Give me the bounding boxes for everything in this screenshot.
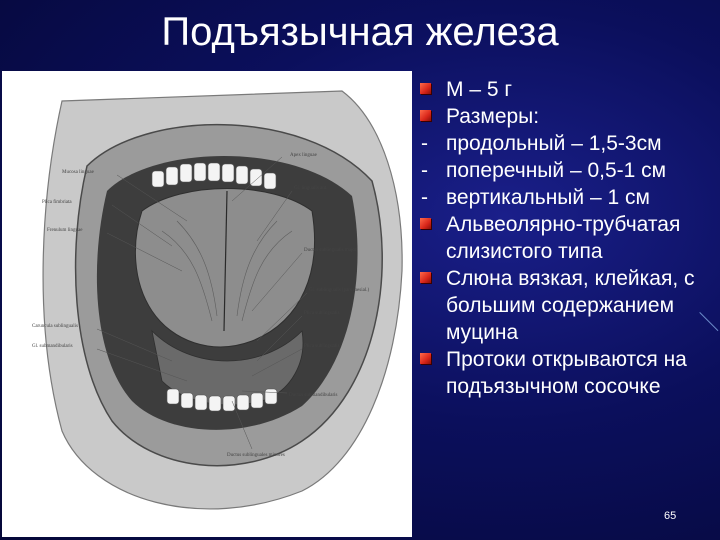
square-bullet-icon [420, 110, 431, 121]
bullet-text: Размеры: [446, 105, 540, 128]
bullet-text: продольный – 1,5-3см [446, 132, 662, 155]
open-mouth-illustration-icon [2, 71, 412, 537]
square-bullet-icon [420, 218, 431, 229]
anatomy-figure [2, 71, 412, 537]
fig-label-apex: Apex linguae [290, 153, 317, 158]
fig-label-frenulum: Frenulum linguae [47, 228, 83, 233]
bullet-list [418, 76, 716, 400]
bullet-item-mass [418, 76, 716, 103]
fig-label-ductus-submandibularis: Ductus submandibularis [289, 393, 338, 398]
bullet-text: Альвеолярно-трубчатая слизистого типа [446, 213, 681, 263]
bullet-text: вертикальный – 1 см [446, 186, 650, 209]
fig-label-plica-2: Plica sublingualis [304, 344, 340, 349]
dash-bullet: - [421, 132, 428, 155]
bullet-item-vertical [418, 184, 716, 211]
fig-label-plica-1: Plica sublingualis [304, 311, 340, 316]
fig-label-mucosa: Mucosa linguae [62, 170, 94, 175]
fig-label-gl-lingualis: Gl. lingualis ant. [294, 186, 328, 191]
bullet-item-dimensions [418, 103, 716, 130]
bullet-item-structure [418, 211, 716, 265]
slide-title: Подъязычная железа [161, 10, 559, 54]
fig-label-gl-submandibularis: Gl. submandibularis [32, 344, 73, 349]
fig-label-gl-sublingualis: Gl. sublingualis (pars mesial.) [309, 288, 370, 293]
fig-label-ductus-major: Ductus sublingualis major [304, 248, 357, 253]
slide-number: 65 [664, 510, 677, 522]
bullet-text: Протоки открываются на подъязычном сосочке [446, 348, 687, 398]
bullet-text: поперечный – 0,5-1 см [446, 159, 667, 182]
fig-label-caruncula: Caruncula sublingualis [32, 324, 78, 329]
bullet-item-ducts [418, 346, 716, 400]
bullet-item-transverse [418, 157, 716, 184]
dash-bullet: - [421, 186, 428, 209]
fig-label-ductus-minores: Ductus sublinguales minores [227, 453, 285, 458]
square-bullet-icon [420, 83, 431, 94]
bullet-item-saliva [418, 265, 716, 346]
dash-bullet: - [421, 159, 428, 182]
square-bullet-icon [420, 272, 431, 283]
square-bullet-icon [420, 353, 431, 364]
fig-label-plica-fimbriata: Plica fimbriata [42, 200, 72, 205]
bullet-item-longitudinal [418, 130, 716, 157]
bullet-text: Слюна вязкая, клейкая, с большим содержанием муцина [446, 267, 695, 344]
bullet-text: М – 5 г [446, 78, 513, 101]
